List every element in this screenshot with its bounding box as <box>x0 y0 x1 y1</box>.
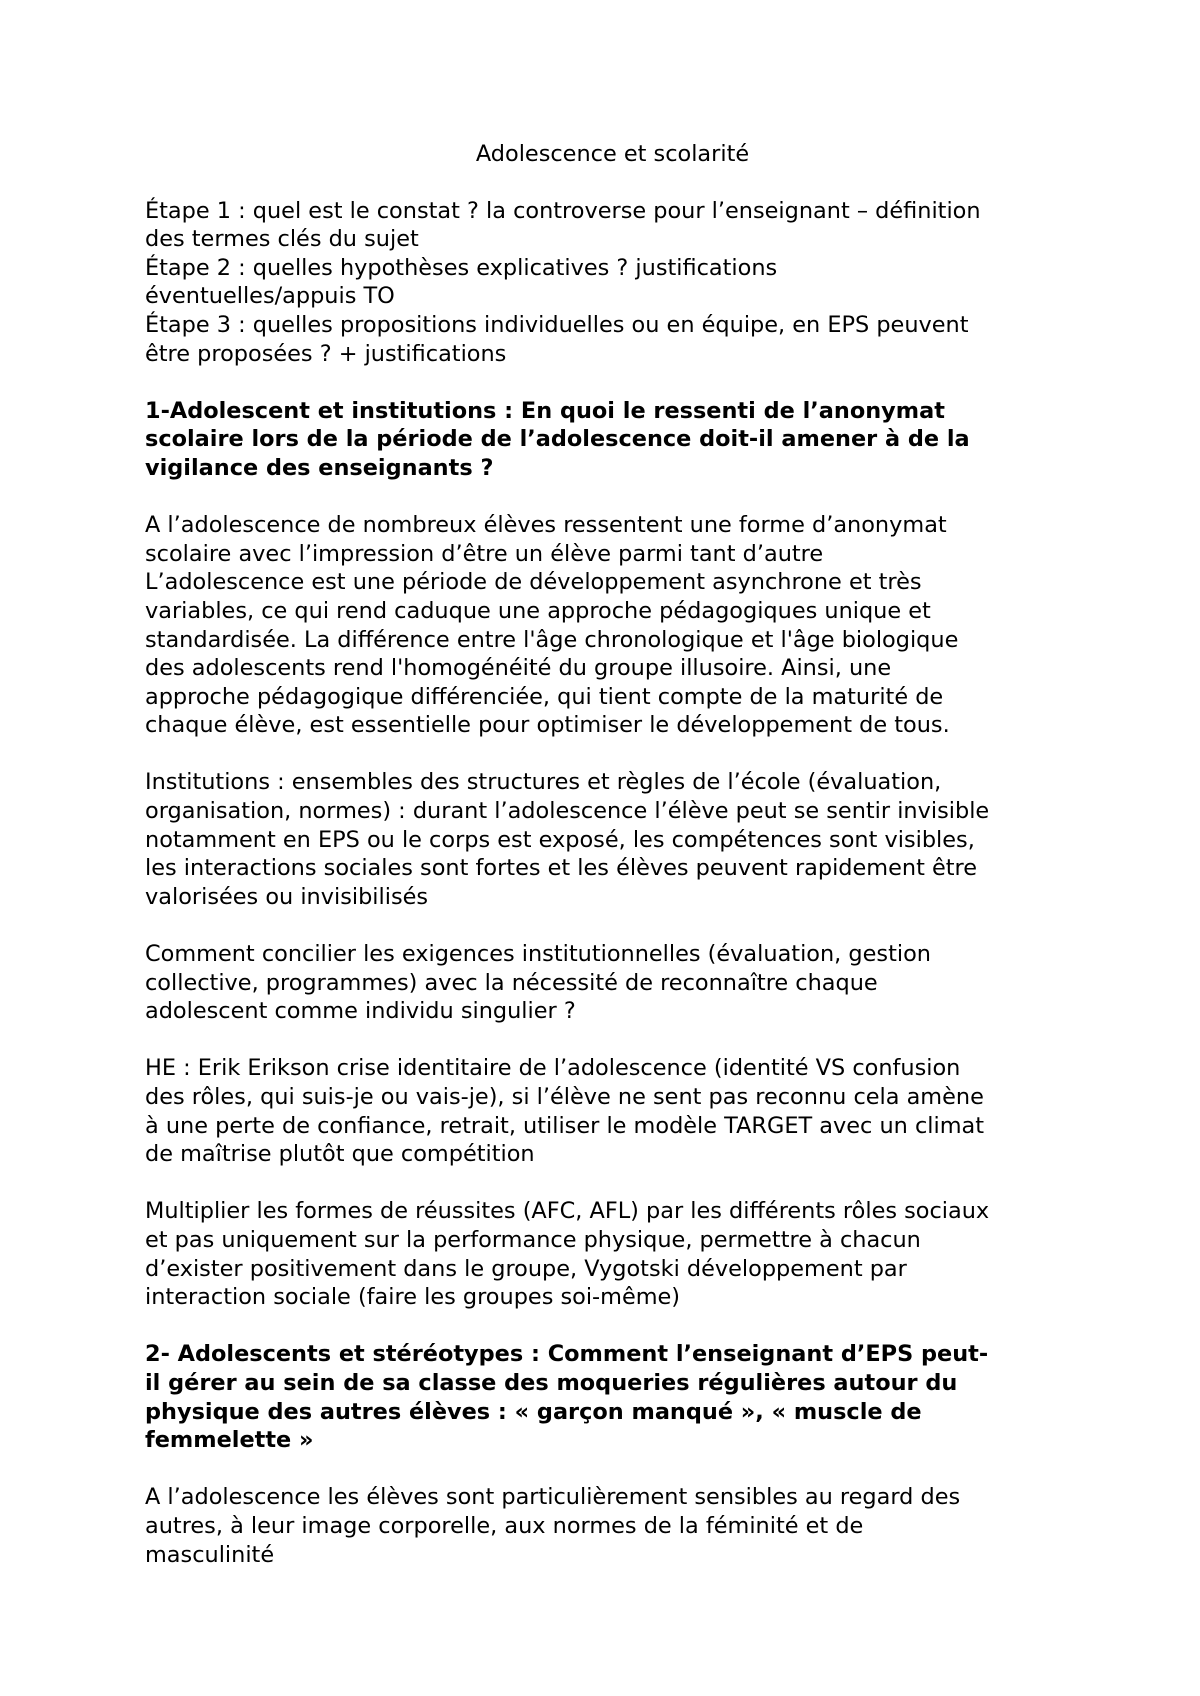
intro-line: Étape 2 : quelles hypothèses explicatives ? justifications <box>145 254 778 281</box>
intro-line: Étape 3 : quelles propositions individuelles ou en équipe, en EPS peuvent <box>145 311 969 338</box>
heading-line: 1-Adolescent et institutions : En quoi le ressenti de l’anonymat <box>145 397 945 424</box>
heading-line: scolaire lors de la période de l’adolescence doit-il amener à de la <box>145 426 970 453</box>
paragraph-line: et pas uniquement sur la performance physique, permettre à chacun <box>145 1226 921 1253</box>
paragraph-line: organisation, normes) : durant l’adolescence l’élève peut se sentir invisible <box>145 798 990 825</box>
paragraph-anonymat <box>145 511 1080 740</box>
heading-line: vigilance des enseignants ? <box>145 454 494 481</box>
paragraph-institutions <box>145 768 1080 911</box>
heading-line: physique des autres élèves : « garçon manqué », « muscle de <box>145 1398 922 1425</box>
document-title: Adolescence et scolarité <box>475 141 750 167</box>
intro-line: être proposées ? + justifications <box>145 340 507 367</box>
heading-line: il gérer au sein de sa classe des moqueries régulières autour du <box>145 1369 958 1396</box>
document-body <box>145 140 1080 1598</box>
paragraph-line: masculinité <box>145 1541 275 1568</box>
intro-line: Étape 1 : quel est le constat ? la controverse pour l’enseignant – définition <box>145 197 981 224</box>
paragraph-question <box>145 940 1080 1026</box>
paragraph-line: L’adolescence est une période de développement asynchrone et très <box>145 569 922 596</box>
paragraph-line: approche pédagogique différenciée, qui tient compte de la maturité de <box>145 683 944 710</box>
paragraph-line: des rôles, qui suis-je ou vais-je), si l’élève ne sent pas reconnu cela amène <box>145 1084 984 1110</box>
paragraph-line: collective, programmes) avec la nécessité de reconnaître chaque <box>145 969 878 996</box>
paragraph-stereotypes <box>145 1483 1080 1569</box>
paragraph-line: standardisée. La différence entre l'âge chronologique et l'âge biologique <box>145 626 959 653</box>
paragraph-line: variables, ce qui rend caduque une approche pédagogiques unique et <box>145 597 931 624</box>
intro-line: des termes clés du sujet <box>145 226 419 253</box>
paragraph-line: notamment en EPS ou le corps est exposé, les compétences sont visibles, <box>145 826 975 853</box>
paragraph-line: les interactions sociales sont fortes et les élèves peuvent rapidement être <box>145 855 978 882</box>
paragraph-line: à une perte de confiance, retrait, utiliser le modèle TARGET avec un climat <box>145 1112 985 1139</box>
paragraph-line: HE : Erik Erikson crise identitaire de l’adolescence (identité VS confusion <box>145 1055 961 1082</box>
intro-steps <box>145 197 1080 369</box>
paragraph-line: d’exister positivement dans le groupe, Vygotski développement par <box>145 1255 907 1282</box>
heading-line: 2- Adolescents et stéréotypes : Comment l’enseignant d’EPS peut- <box>145 1341 989 1368</box>
paragraph-hypothese <box>145 1054 1080 1168</box>
intro-line: éventuelles/appuis TO <box>145 283 395 310</box>
paragraph-line: scolaire avec l’impression d’être un élève parmi tant d’autre <box>145 540 824 567</box>
paragraph-line: autres, à leur image corporelle, aux normes de la féminité et de <box>145 1512 864 1539</box>
paragraph-propositions <box>145 1197 1080 1311</box>
paragraph-line: valorisées ou invisibilisés <box>145 883 429 910</box>
paragraph-line: adolescent comme individu singulier ? <box>145 998 576 1025</box>
heading-line: femmelette » <box>145 1427 314 1454</box>
section-heading-1 <box>145 397 1080 483</box>
paragraph-line: Institutions : ensembles des structures et règles de l’école (évaluation, <box>145 769 942 796</box>
paragraph-line: des adolescents rend l'homogénéité du groupe illusoire. Ainsi, une <box>145 655 892 682</box>
paragraph-line: chaque élève, est essentielle pour optimiser le développement de tous. <box>145 712 950 739</box>
paragraph-line: Comment concilier les exigences institutionnelles (évaluation, gestion <box>145 941 931 968</box>
paragraph-line: A l’adolescence de nombreux élèves ressentent une forme d’anonymat <box>145 512 947 539</box>
section-heading-2 <box>145 1340 1080 1454</box>
paragraph-line: interaction sociale (faire les groupes soi-même) <box>145 1284 681 1311</box>
paragraph-line: Multiplier les formes de réussites (AFC, AFL) par les différents rôles sociaux <box>145 1198 990 1225</box>
paragraph-line: A l’adolescence les élèves sont particulièrement sensibles au regard des <box>145 1484 961 1511</box>
paragraph-line: de maîtrise plutôt que compétition <box>145 1141 535 1168</box>
